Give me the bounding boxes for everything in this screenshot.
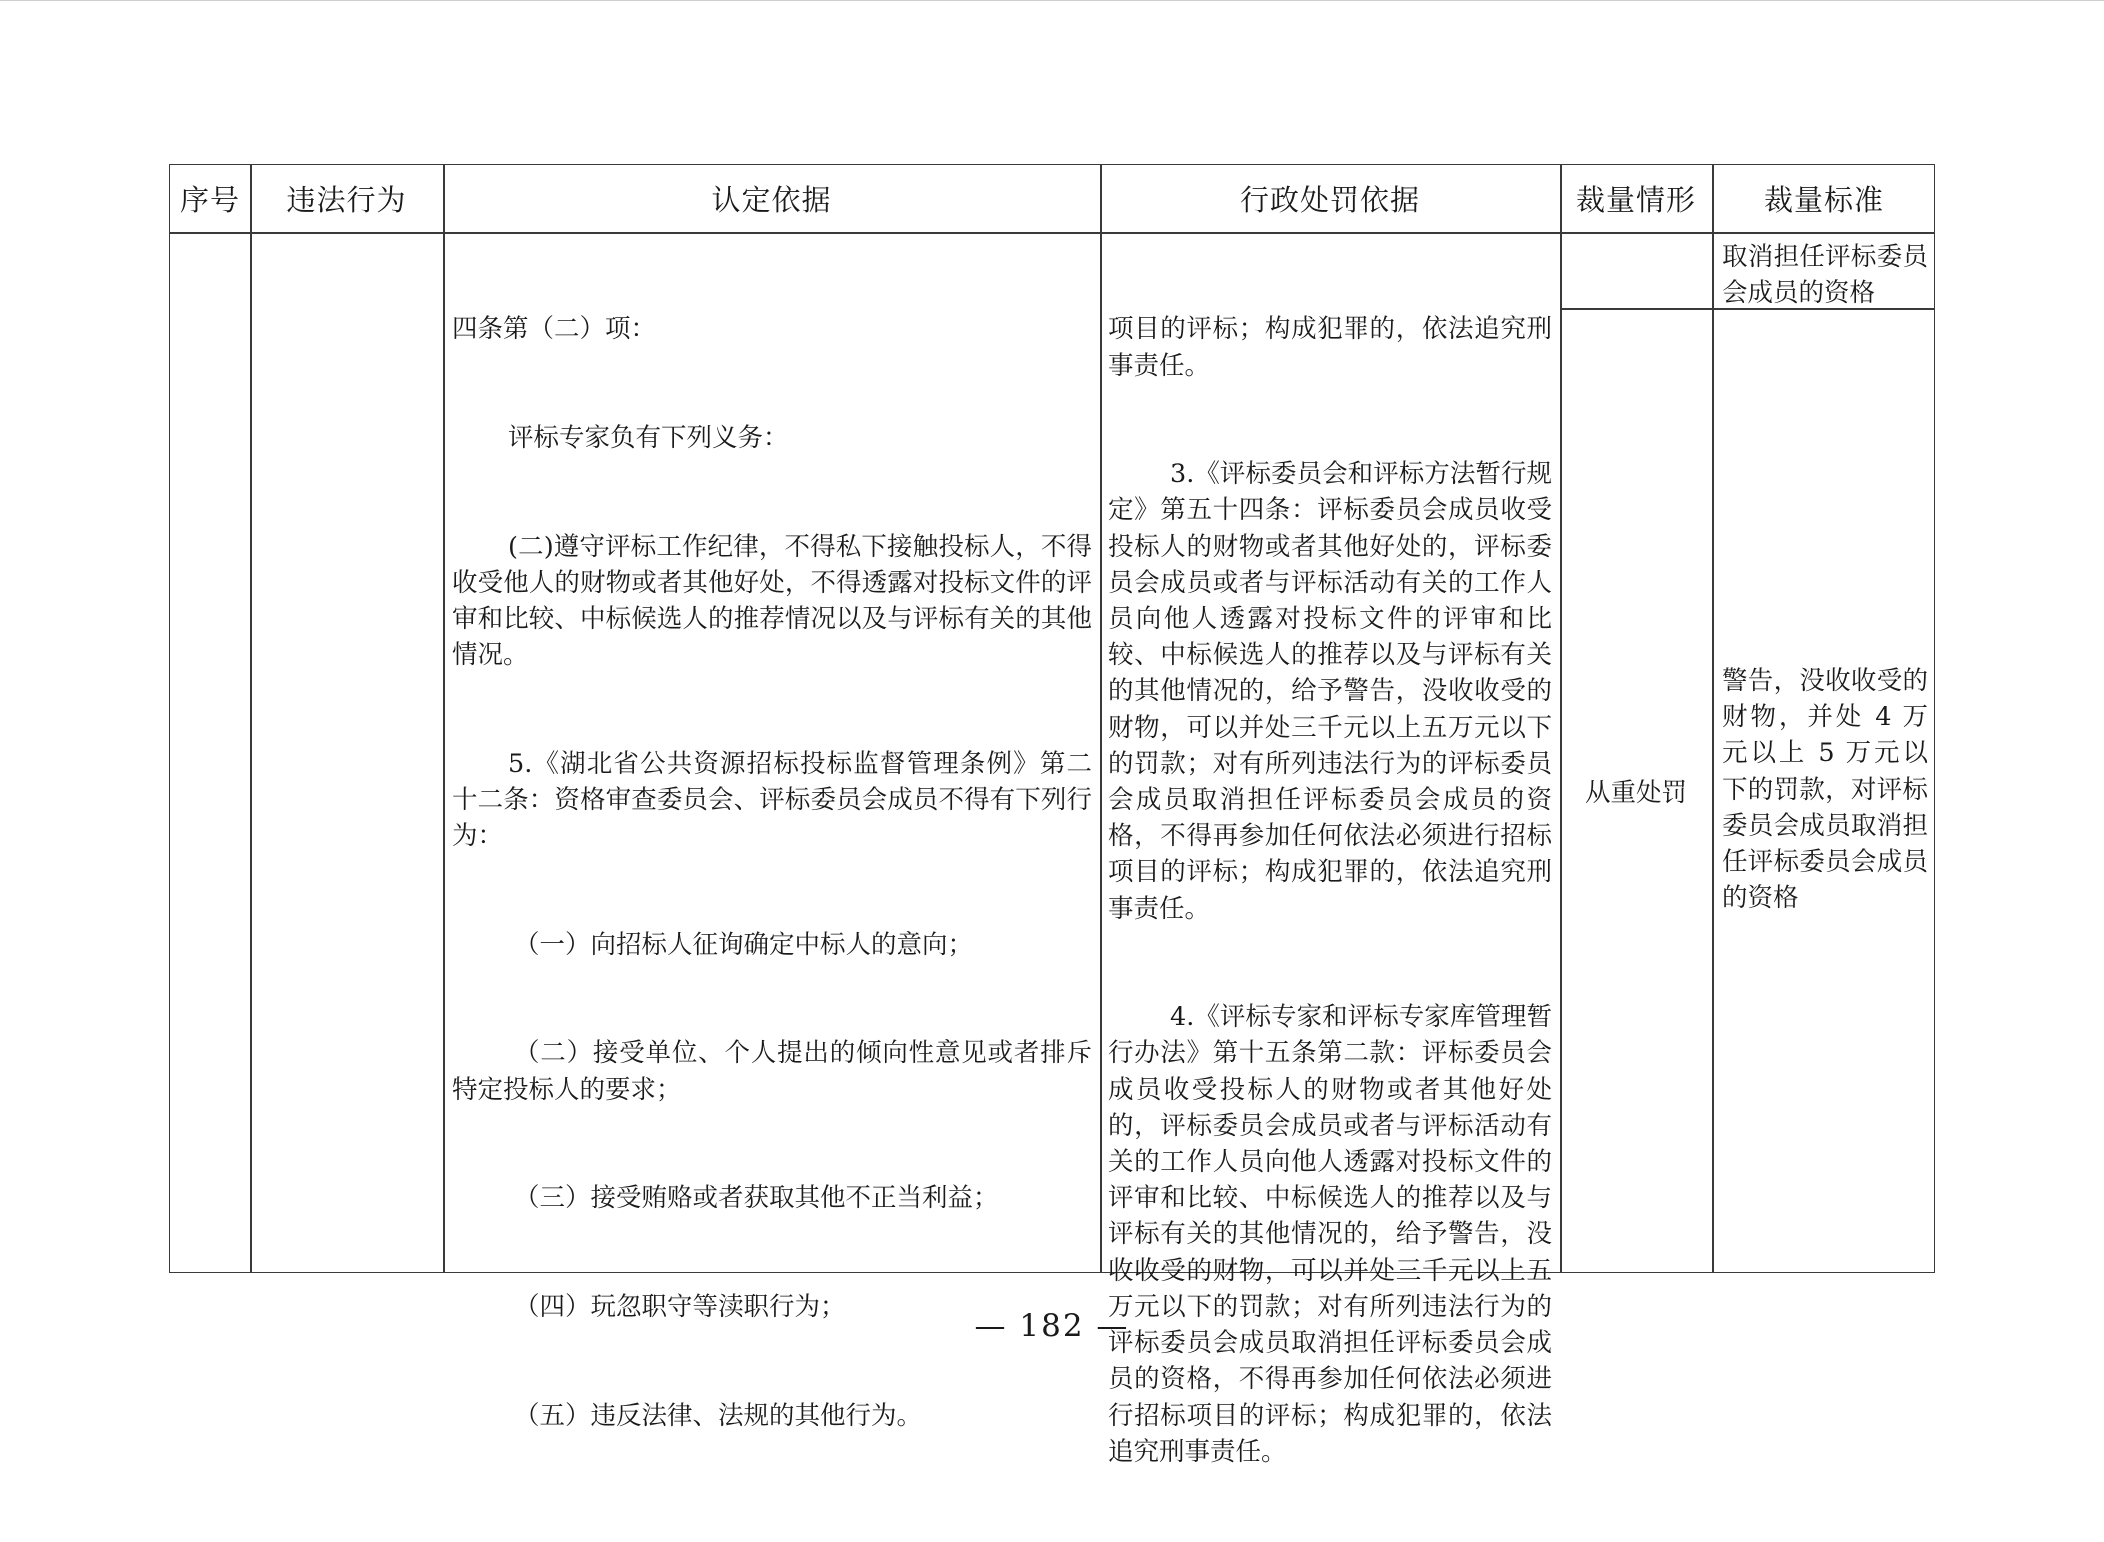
cell-standard-top: 取消担任评标委员会成员的资格 bbox=[1722, 242, 1928, 309]
basis-para: （一）向招标人征询确定中标人的意向； bbox=[514, 929, 974, 960]
col-divider bbox=[1100, 165, 1102, 1272]
page-top-border bbox=[0, 0, 2104, 1]
col-divider bbox=[1712, 165, 1714, 1272]
basis-para: 四条第（二）项： bbox=[452, 314, 657, 345]
basis-para: （五）违反法律、法规的其他行为。 bbox=[514, 1400, 923, 1431]
header-violation: 违法行为 bbox=[286, 183, 407, 217]
basis-para: (二)遵守评标工作纪律，不得私下接触投标人，不得收受他人的财物或者其他好处，不得透露对投标文件的评审和比较、中标候选人的推荐情况以及与评标有关的其他情况。 bbox=[452, 531, 1092, 671]
penalty-para: 3.《评标委员会和评标方法暂行规定》第五十四条：评标委员会成员收受投标人的财物或者其他好处的，评标委员会成员或者与评标活动有关的工作人员向他人透露对投标文件的评审和比较、中标候选人的推荐以及与评标有关的其他情况的，给予警告，没收收受的财物，可以并处三千元以上五万元以下的罚款；对有所列违法行为的评标委员会成员取消担任评标委员会成员的资格，不得再参加任何依法必须进行招标项目的评标；构成犯罪的，依法追究刑事责任。 bbox=[1108, 459, 1552, 924]
cell-seq bbox=[170, 233, 250, 1272]
header-discretion: 裁量情形 bbox=[1575, 183, 1696, 217]
basis-para: （二）接受单位、个人提出的倾向性意见或者排斥特定投标人的要求； bbox=[452, 1038, 1092, 1105]
page-number: — 182 — bbox=[974, 1308, 1130, 1344]
penalty-para: 4.《评标专家和评标专家库管理暂行办法》第十五条第二款：评标委员会成员收受投标人的财物或者其他好处的，评标委员会成员或者与评标活动有关的工作人员向他人透露对投标文件的评审和比较、中标候选人的推荐以及与评标有关的其他情况的，给予警告，没收收受的财物，可以并处三千元以上五万元以下的罚款；对有所列违法行为的评标委员会成员取消担任评标委员会成员的资格，不得再参加任何依法必须进行招标项目的评标；构成犯罪的，依法追究刑事责任。 bbox=[1108, 1002, 1552, 1467]
basis-para: （三）接受贿赂或者获取其他不正当利益； bbox=[514, 1183, 999, 1214]
header-penalty-basis: 行政处罚依据 bbox=[1239, 183, 1420, 217]
header-basis: 认定依据 bbox=[711, 183, 832, 217]
col-divider bbox=[443, 165, 445, 1272]
cell-discretion-bottom: 从重处罚 bbox=[1584, 777, 1687, 808]
basis-para: 评标专家负有下列义务： bbox=[508, 423, 789, 454]
cell-violation bbox=[250, 233, 443, 1272]
basis-para: （四）玩忽职守等渎职行为； bbox=[514, 1291, 846, 1322]
cell-penalty-basis bbox=[1108, 239, 1552, 1542]
header-seq: 序号 bbox=[179, 183, 240, 217]
basis-para: 5.《湖北省公共资源招标投标监督管理条例》第二十二条：资格审查委员会、评标委员会成员不得有下列行为： bbox=[452, 748, 1092, 852]
cell-discretion-top bbox=[1560, 233, 1712, 308]
header-standard: 裁量标准 bbox=[1763, 183, 1884, 217]
cell-standard-bottom: 警告，没收收受的财物，并处 4 万元以上 5 万元以下的罚款，对评标委员会成员取消担任评标委员会成员的资格 bbox=[1722, 666, 1928, 914]
penalty-para: 项目的评标；构成犯罪的，依法追究刑事责任。 bbox=[1108, 314, 1552, 381]
